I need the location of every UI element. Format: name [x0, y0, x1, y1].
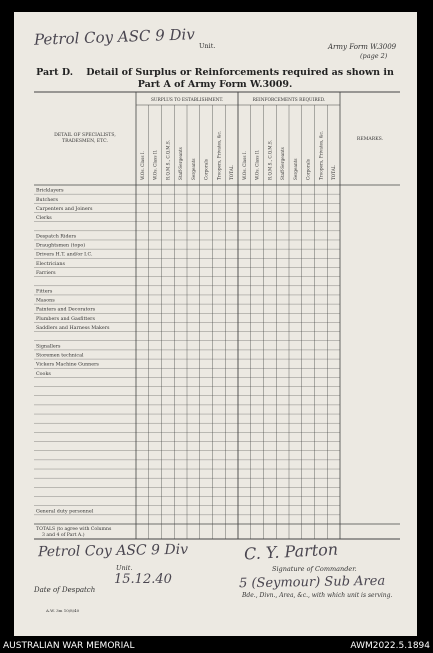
- bottom-unit-label: Unit.: [116, 564, 133, 572]
- surplus-rank-header: W.Os. Class II.: [152, 149, 158, 180]
- reinforcement-rank-header: Staff-Sergeants: [280, 147, 286, 180]
- bde-handwritten: 5 (Seymour) Sub Area: [238, 573, 386, 592]
- detail-table: [14, 12, 417, 572]
- table-row-label: Electricians: [36, 261, 65, 267]
- bottom-unit-handwritten: Petrol Coy ASC 9 Div: [37, 541, 189, 561]
- remarks-header: REMARKS.: [356, 137, 384, 142]
- table-row-label: Despatch Riders: [36, 234, 77, 240]
- reinforcements-header: REINFORCEMENTS REQUIRED.: [252, 98, 326, 103]
- surplus-rank-header: Corporals: [203, 159, 209, 180]
- unit-label: Unit.: [199, 42, 216, 50]
- table-row-label: Saddlers and Harness Makers: [36, 326, 110, 332]
- table-row-label: Bricklayers: [36, 188, 64, 194]
- form-title-line2: Part A of Army Form W.3009.: [137, 79, 293, 90]
- footer-accession-number: AWM2022.5.1894: [350, 641, 430, 651]
- table-row-label: Drivers H.T. and/or I.C.: [36, 252, 93, 258]
- table-row-label: Carpenters and Joiners: [36, 206, 93, 212]
- surplus-rank-header: Sergeants: [190, 158, 196, 180]
- form-page: [14, 12, 417, 636]
- table-row-label: Plumbers and Gasfitters: [36, 316, 95, 322]
- footer-bar: [0, 639, 433, 653]
- print-code: A.W. 3m 10/8/40: [46, 608, 80, 613]
- table-row-label: Masons: [36, 298, 55, 304]
- reinforcement-rank-header: Troopers, Privates, &c.: [318, 130, 324, 180]
- form-name: Army Form W.3009: [328, 43, 397, 51]
- table-row-label: Cooks: [36, 371, 51, 377]
- detail-header: TRADESMEN, ETC.: [62, 139, 108, 144]
- table-row-label: Clerks: [36, 216, 52, 222]
- table-row-label: Signallers: [36, 344, 61, 350]
- surplus-rank-header: Troopers, Privates, &c.: [216, 130, 222, 180]
- form-title-line1: Part D. Detail of Surplus or Reinforcements required as shown in: [36, 67, 394, 78]
- bde-label: Bde., Divn., Area, &c., with which unit is serving.: [242, 592, 393, 599]
- table-row-label: Butchers: [36, 197, 58, 203]
- totals-label: 3 and 4 of Part A.): [42, 533, 85, 538]
- totals-label: TOTALS (to agree with Columns: [36, 527, 112, 532]
- detail-header: DETAIL OF SPECIALISTS,: [54, 133, 116, 138]
- table-row-label: Vickers Machine Gunners: [36, 362, 99, 368]
- date-handwritten: 15.12.40: [114, 572, 172, 587]
- table-row-label: General duty personnel: [36, 509, 94, 515]
- surplus-header: SURPLUS TO ESTABLISHMENT.: [150, 98, 224, 103]
- table-row-label: Painters and Decorators: [36, 307, 96, 313]
- unit-handwritten: Petrol Coy ASC 9 Div: [33, 25, 196, 49]
- table-row-label: Draughtsmen (topo): [36, 243, 86, 249]
- table-row-label: Farriers: [36, 271, 56, 277]
- surplus-rank-header: TOTAL: [229, 165, 235, 180]
- reinforcement-rank-header: W.Os. Class II.: [254, 149, 260, 180]
- surplus-rank-header: Staff-Sergeants: [178, 147, 184, 180]
- date-label: Date of Despatch: [34, 586, 96, 594]
- table-row-label: Fitters: [36, 289, 53, 295]
- table-row-label: Storemen technical: [36, 353, 84, 359]
- reinforcement-rank-header: W.Os. Class I.: [241, 151, 247, 180]
- reinforcement-rank-header: Sergeants: [292, 158, 298, 180]
- reinforcement-rank-header: Corporals: [305, 159, 311, 180]
- signature-label: Signature of Commander.: [272, 565, 357, 573]
- commander-signature: C. Y. Parton: [243, 539, 339, 564]
- reinforcement-rank-header: TOTAL: [331, 165, 337, 180]
- reinforcement-rank-header: R.Q.M.S., C.Q.M.S.: [267, 140, 273, 180]
- footer-institution: AUSTRALIAN WAR MEMORIAL: [3, 641, 135, 651]
- surplus-rank-header: R.Q.M.S., C.Q.M.S.: [165, 140, 171, 180]
- form-page-number: (page 2): [360, 52, 388, 60]
- surplus-rank-header: W.Os. Class I.: [139, 151, 145, 180]
